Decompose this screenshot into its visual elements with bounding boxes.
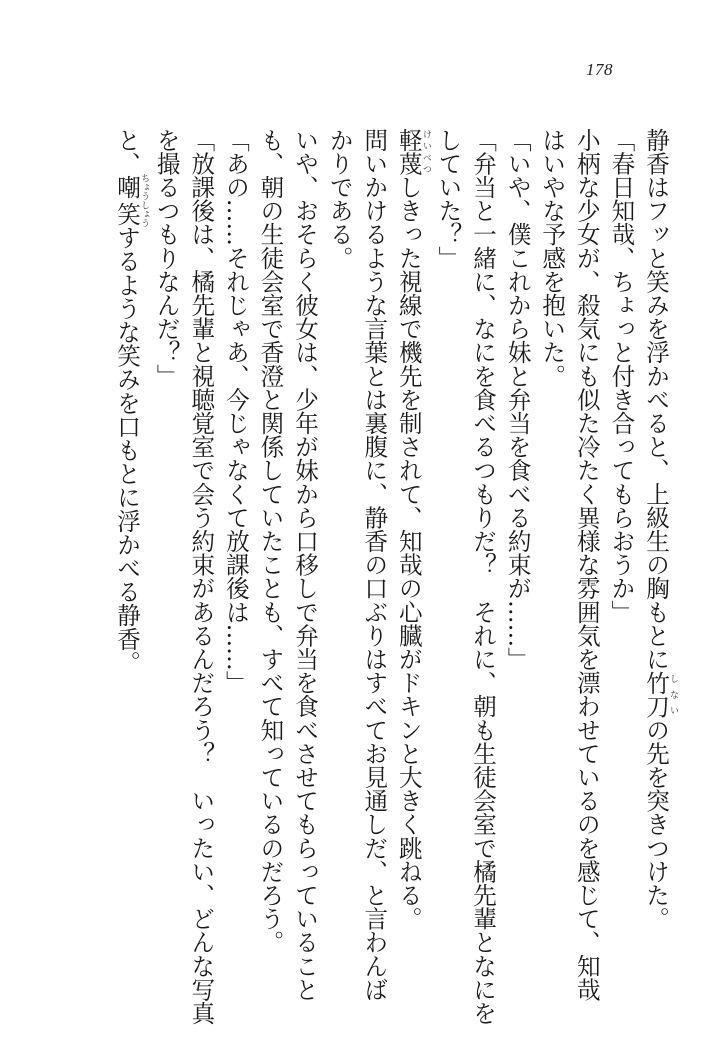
text-line-15: を撮るつもりなんだ？」 xyxy=(152,128,181,388)
page-number: 178 xyxy=(586,60,613,79)
vertical-text-body xyxy=(113,128,678,1025)
text-line-3: 小柄な少女が、殺気にも似た冷たく異様な雰囲気を漂わせているのを感じて、知哉 xyxy=(572,128,601,1002)
text-line-8 xyxy=(391,128,431,1008)
text-line-12: も、朝の生徒会室で香澄と関係していたことも、すべて知っているのだろう。 xyxy=(256,128,285,954)
line-16-part-b: するような笑みを口もとに浮かべる静香。 xyxy=(113,225,142,675)
text-line-7: していた？」 xyxy=(434,128,463,270)
line-8-rest: しきった視線で機先を制されて、知哉の心臓がドキンと大きく跳ねる。 xyxy=(394,175,423,931)
text-line-1 xyxy=(638,128,678,1008)
ruby-shinai xyxy=(642,670,678,719)
ruby-chousho-reading: ちょうしょう xyxy=(139,173,150,228)
text-line-10: かりである。 xyxy=(325,128,354,270)
line-1-part-a: 静香はフッと笑みを浮かべると、上級生の胸もとに xyxy=(642,128,670,671)
text-line-13: 「あの……それじゃあ、今じゃなくて放課後は……」 xyxy=(221,128,250,695)
ruby-chousho xyxy=(113,173,150,228)
text-line-14: 「放課後は、橘先輩と視聴覚室で会う約束があるんだろう？ いったい、どんな写真 xyxy=(187,128,216,1025)
text-line-16 xyxy=(110,128,150,1008)
text-line-6: 「弁当と一緒に、なにを食べるつもりだ？ それに、朝も生徒会室で橘先輩となにを xyxy=(469,128,498,1025)
line-16-part-a: と、 xyxy=(113,128,142,176)
ruby-keibetsu-base: 軽蔑 xyxy=(394,128,423,176)
ruby-keibetsu-reading: けいべつ xyxy=(420,128,431,176)
ruby-chousho-base: 嘲笑 xyxy=(113,173,142,228)
text-line-5: 「いや、僕これから妹と弁当を食べる約束が……」 xyxy=(503,128,532,671)
ruby-shinai-base: 竹刀 xyxy=(642,670,670,719)
text-line-9: 問いかけるような言葉とは裏腹に、静香の口ぶりはすべてお見通しだ、と言わんば xyxy=(360,128,389,1002)
ruby-shinai-reading: しない xyxy=(668,670,678,718)
line-1-part-b: の先を突きつけた。 xyxy=(642,718,670,931)
text-line-4: はいやな予感を抱いた。 xyxy=(538,128,567,388)
text-line-11: いや、おそらく彼女は、少年が妹から口移しで弁当を食べさせてもらっていること xyxy=(291,128,320,1002)
text-line-2: 「春日知哉、ちょっと付き合ってもらおうか」 xyxy=(607,128,636,624)
ruby-keibetsu xyxy=(394,128,431,176)
